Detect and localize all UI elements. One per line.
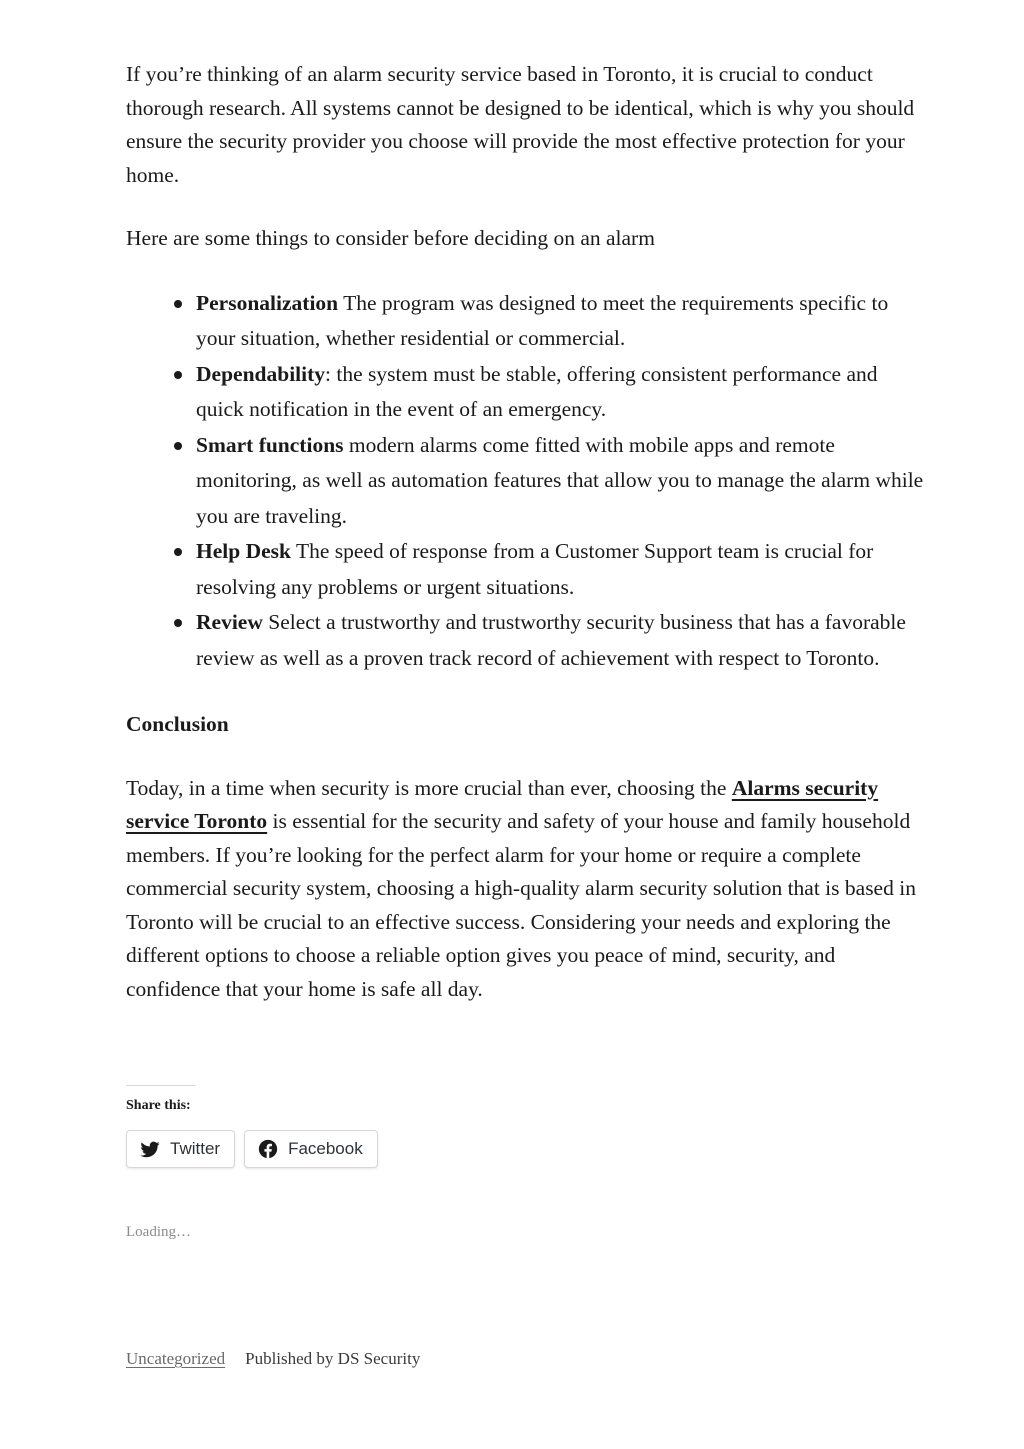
list-item <box>196 605 926 676</box>
share-divider <box>126 1085 196 1086</box>
twitter-icon <box>139 1138 161 1160</box>
conclusion-paragraph <box>126 772 926 1007</box>
list-item <box>196 357 926 428</box>
list-item <box>196 534 926 605</box>
list-item <box>196 286 926 357</box>
post-meta <box>126 1349 420 1369</box>
list-item-term: Smart functions <box>196 432 344 457</box>
published-by: Published by DS Security <box>245 1349 421 1368</box>
list-item-text: : the system must be stable, offering consistent performance and quick notification in the event of an emergency. <box>196 361 878 421</box>
conclusion-text-end: is essential for the security and safety of your house and family household members. If you’re looking for the perfect alarm for your home or require a complete commercial security system, choosing a high-quality alarm security solution that is based in Toronto will be crucial to an effective success. Considering your needs and exploring the different options to choose a reliable option gives you peace of mind, security, and confidence that your home is safe all day. <box>126 809 916 1001</box>
share-section <box>126 1085 526 1168</box>
considerations-list <box>126 286 926 677</box>
list-item-term: Dependability <box>196 361 326 386</box>
conclusion-heading: Conclusion <box>126 712 229 736</box>
considerations-intro: Here are some things to consider before deciding on an alarm <box>126 226 655 250</box>
list-item-term: Personalization <box>196 290 339 315</box>
list-item-text: modern alarms come fitted with mobile apps and remote monitoring, as well as automation features that allow you to manage the alarm while you are traveling. <box>196 432 924 528</box>
twitter-share-button[interactable] <box>126 1130 235 1168</box>
category-link[interactable]: Uncategorized <box>126 1349 226 1368</box>
conclusion-text-start: Today, in a time when security is more crucial than ever, choosing the <box>126 775 732 800</box>
list-item <box>196 428 926 535</box>
twitter-share-label: Twitter <box>170 1139 221 1158</box>
list-item-text: Select a trustworthy and trustworthy security business that has a favorable review as well as a proven track record of achievement with respect to Toronto. <box>196 610 906 670</box>
article-content <box>126 58 926 1036</box>
list-item-term: Review <box>196 610 263 634</box>
likes-loading-text: Loading… <box>126 1224 191 1240</box>
list-item-term: Help Desk <box>196 539 291 563</box>
share-buttons <box>126 1130 526 1168</box>
facebook-share-button[interactable] <box>244 1130 378 1168</box>
list-item-text: The speed of response from a Customer Support team is crucial for resolving any problems or urgent situations. <box>196 539 874 599</box>
facebook-share-label: Facebook <box>288 1139 363 1158</box>
alarms-security-service-link[interactable]: Alarms security service Toronto <box>126 775 879 833</box>
share-title: Share this: <box>126 1098 191 1113</box>
list-item-text: The program was designed to meet the requirements specific to your situation, whether residential or commercial. <box>196 290 889 350</box>
intro-paragraph: If you’re thinking of an alarm security service based in Toronto, it is crucial to conduct thorough research. All systems cannot be designed to be identical, which is why you should ensure the security provider you choose will provide the most effective protection for your home. <box>126 62 915 187</box>
facebook-icon <box>257 1138 279 1160</box>
